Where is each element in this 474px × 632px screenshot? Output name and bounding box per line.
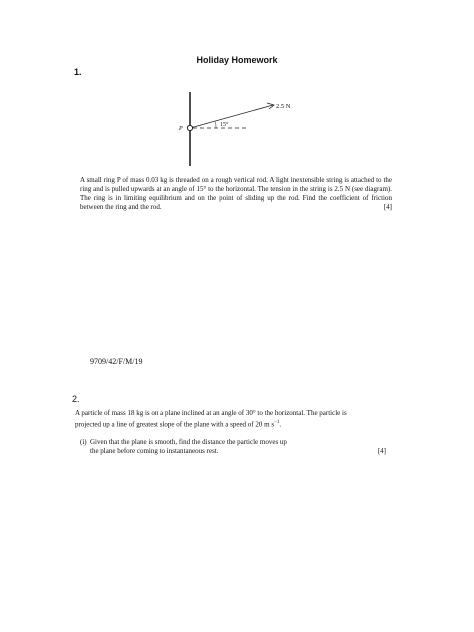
string	[192, 105, 273, 128]
question-1-body: A small ring P of mass 0.03 kg is threaded on a rough vertical rod. A light inextensible string is attached to the ring and is pulled upwards at an angle of 15° to the horizontal. The tension in the string is 2.5 N (see diagram). The ring is in limiting equilibrium and on the point of sliding up the rod. Find the coefficient of friction between the ring and the rod.	[80, 176, 392, 211]
part-i-line-1: Given that the plane is smooth, find the distance the particle moves up	[90, 438, 287, 446]
question-1-number: 1.	[74, 67, 82, 77]
part-i-line-2: the plane before coming to instantaneous rest.	[90, 447, 219, 455]
part-i-marks: [4]	[377, 447, 386, 455]
paper-reference: 9709/42/F/M/19	[90, 357, 143, 366]
question-1-marks: [4]	[383, 203, 392, 211]
page-title: Holiday Homework	[196, 55, 278, 65]
angle-arc	[215, 122, 216, 128]
question-2-line-1: A particle of mass 18 kg is on a plane inclined at an angle of 30° to the horizontal. The particle is	[75, 409, 347, 417]
question-2-number: 2.	[72, 394, 80, 404]
ring	[187, 125, 192, 130]
question-2-part-i	[80, 438, 386, 456]
angle-label: 15°	[220, 122, 229, 128]
point-label: P	[179, 126, 183, 132]
part-i-label: (i)	[80, 438, 87, 446]
question-1-text	[80, 176, 392, 212]
ring-on-rod-diagram	[170, 90, 290, 168]
force-label: 2.5 N	[276, 103, 290, 110]
question-2-line-2-text: projected up a line of greatest slope of the plane with a speed of 20 m s	[75, 420, 275, 429]
question-2-line-2-end: .	[279, 420, 282, 429]
question-2-line-2	[75, 418, 390, 429]
speed-unit-exponent: −1	[274, 420, 280, 425]
part-i-line-2-row	[80, 447, 386, 456]
question-2-text	[75, 409, 390, 429]
